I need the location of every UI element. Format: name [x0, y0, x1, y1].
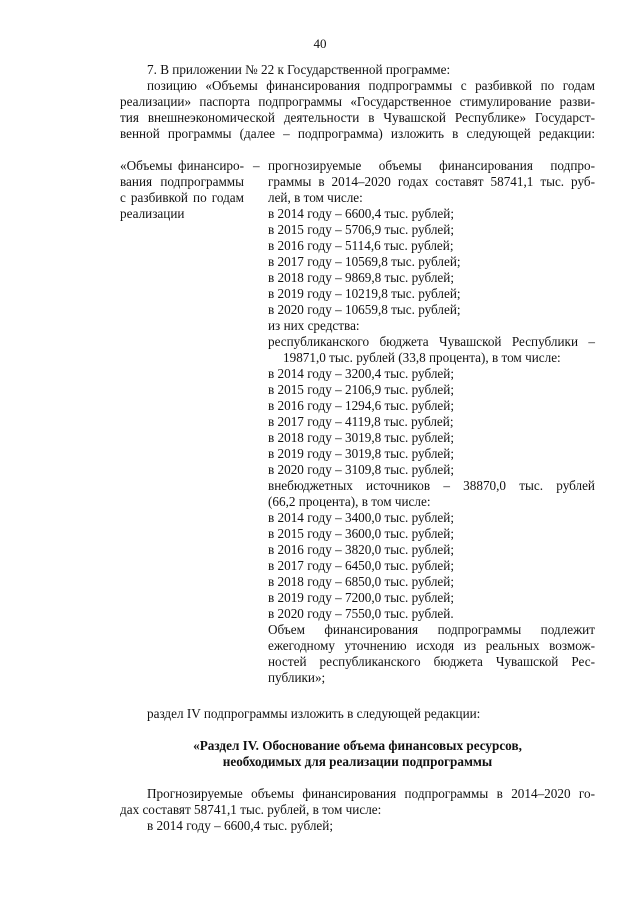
table-right-line: в 2017 году – 6450,0 тыс. рублей; — [268, 558, 454, 573]
bottom-line: в 2014 году – 6600,4 тыс. рублей; — [147, 818, 333, 833]
table-right-line: ностей республиканского бюджета Чувашской Рес- — [268, 654, 595, 669]
table-right-line: лей, в том числе: — [268, 190, 363, 205]
table-right-line: в 2017 году – 4119,8 тыс. рублей; — [268, 414, 454, 429]
intro-line: реализации» паспорта подпрограммы «Государственное стимулирование разви- — [120, 94, 595, 109]
intro-item: 7. В приложении № 22 к Государственной программе: — [147, 62, 451, 77]
table-right-line: в 2015 году – 3600,0 тыс. рублей; — [268, 526, 454, 541]
table-right-line: из них средства: — [268, 318, 360, 333]
bottom-line: дах составят 58741,1 тыс. рублей, в том числе: — [120, 802, 382, 817]
intro-line: венной программы (далее – подпрограмма) изложить в следующей редакции: — [120, 126, 595, 141]
table-right-line: публики»; — [268, 670, 326, 685]
table-right-line: в 2015 году – 5706,9 тыс. рублей; — [268, 222, 454, 237]
table-right-line: в 2020 году – 10659,8 тыс. рублей; — [268, 302, 461, 317]
table-right-line: в 2019 году – 7200,0 тыс. рублей; — [268, 590, 454, 605]
table-right-line: в 2019 году – 3019,8 тыс. рублей; — [268, 446, 454, 461]
table-right-line: в 2016 году – 5114,6 тыс. рублей; — [268, 238, 454, 253]
table-left-line: реализации — [120, 206, 185, 221]
table-right-line: (66,2 процента), в том числе: — [268, 494, 431, 509]
table-right-line: в 2018 году – 9869,8 тыс. рублей; — [268, 270, 454, 285]
table-right-line: в 2018 году – 3019,8 тыс. рублей; — [268, 430, 454, 445]
table-right-line: Объем финансирования подпрограммы подлежит — [268, 622, 595, 637]
table-dash: – — [253, 158, 260, 173]
table-right-line: республиканского бюджета Чувашской Республики – — [268, 334, 595, 349]
section-instruction: раздел IV подпрограммы изложить в следующей редакции: — [147, 706, 481, 721]
table-right-line: в 2014 году – 3400,0 тыс. рублей; — [268, 510, 454, 525]
section-heading-line: необходимых для реализации подпрограммы — [222, 754, 493, 769]
intro-line: позицию «Объемы финансирования подпрограммы с разбивкой по годам — [147, 78, 595, 93]
table-right-line: прогнозируемые объемы финансирования подпро- — [268, 158, 595, 173]
table-right-line: в 2015 году – 2106,9 тыс. рублей; — [268, 382, 454, 397]
table-right-line: в 2016 году – 3820,0 тыс. рублей; — [268, 542, 454, 557]
table-right-line: в 2020 году – 3109,8 тыс. рублей; — [268, 462, 454, 477]
table-right-line: в 2014 году – 6600,4 тыс. рублей; — [268, 206, 454, 221]
table-right-line: граммы в 2014–2020 годах составят 58741,1 тыс. руб- — [268, 174, 595, 189]
table-left-line: «Объемы финансиро- — [120, 158, 244, 173]
page-number: 40 — [313, 36, 327, 51]
table-right-line: ежегодному уточнению исходя из реальных возмож- — [268, 638, 595, 653]
table-left-line: с разбивкой по годам — [120, 190, 244, 205]
table-right-line: в 2019 году – 10219,8 тыс. рублей; — [268, 286, 461, 301]
table-right-line: в 2018 году – 6850,0 тыс. рублей; — [268, 574, 454, 589]
table-right-line: в 2014 году – 3200,4 тыс. рублей; — [268, 366, 454, 381]
table-right-line: 19871,0 тыс. рублей (33,8 процента), в том числе: — [283, 350, 561, 365]
table-right-line: в 2017 году – 10569,8 тыс. рублей; — [268, 254, 461, 269]
bottom-line: Прогнозируемые объемы финансирования подпрограммы в 2014–2020 го- — [147, 786, 595, 801]
section-heading-line: «Раздел IV. Обоснование объема финансовых ресурсов, — [193, 738, 522, 753]
intro-line: тия внешнеэкономической деятельности в Чувашской Республике» Государст- — [120, 110, 595, 125]
table-right-line: в 2016 году – 1294,6 тыс. рублей; — [268, 398, 454, 413]
table-right-line: внебюджетных источников – 38870,0 тыс. рублей — [268, 478, 595, 493]
table-left-line: вания подпрограммы — [120, 174, 244, 189]
table-right-line: в 2020 году – 7550,0 тыс. рублей. — [268, 606, 454, 621]
